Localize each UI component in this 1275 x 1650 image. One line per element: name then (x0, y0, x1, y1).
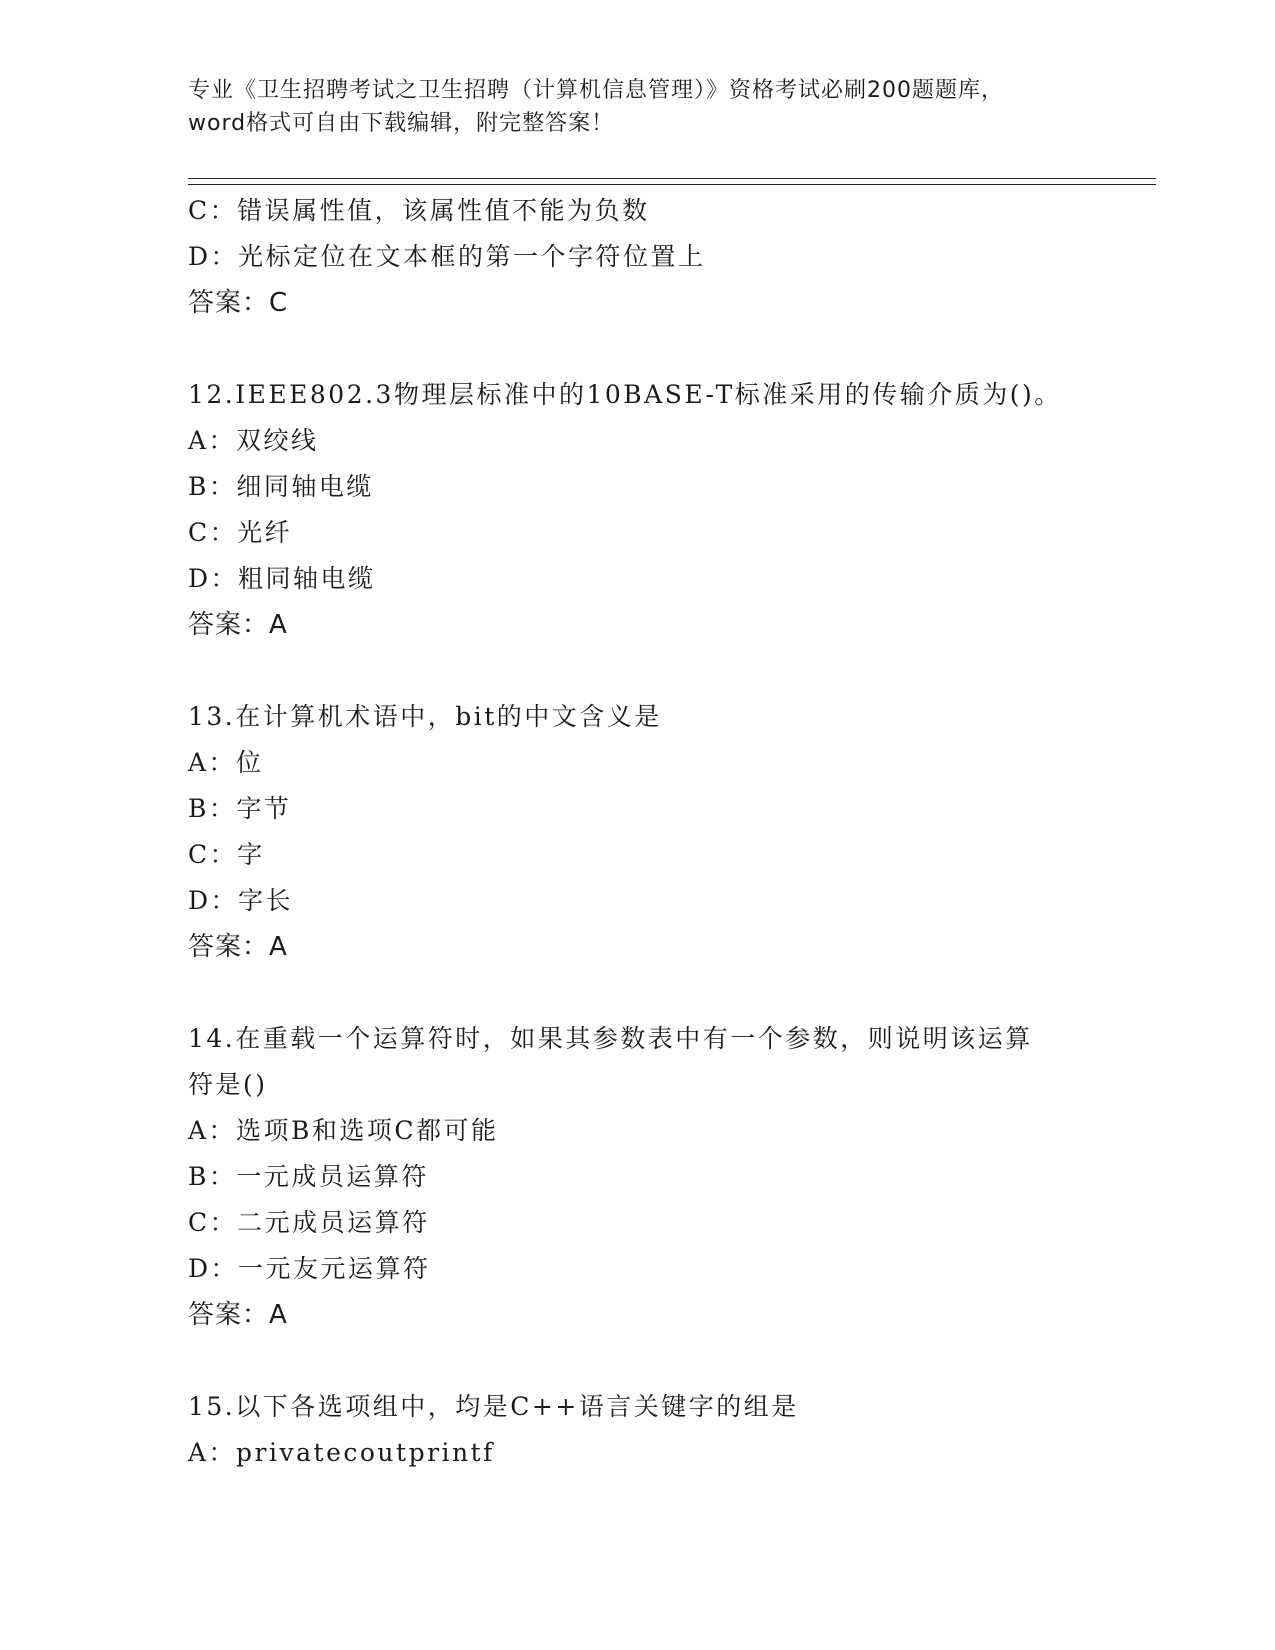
question-14 (188, 1016, 1088, 1338)
header-divider-top (188, 178, 1156, 179)
spacer (188, 326, 1088, 372)
question-11-tail (188, 188, 1088, 326)
question-13 (188, 694, 1088, 970)
header-line-1: 专业《卫生招聘考试之卫生招聘（计算机信息管理）》资格考试必刷200题题库， (188, 78, 1004, 103)
spacer (188, 970, 1088, 1016)
option-d: D：字长 (188, 886, 294, 915)
option-c: C：二元成员运算符 (188, 1208, 430, 1237)
answer: 答案：A (188, 932, 288, 962)
question-stem: 12.IEEE802.3物理层标准中的10BASE-T标准采用的传输介质为()。 (188, 380, 1062, 409)
question-12 (188, 372, 1088, 648)
document-header (188, 74, 1088, 140)
option-b: B：细同轴电缆 (188, 472, 374, 501)
option-a: A：选项B和选项C都可能 (188, 1116, 499, 1145)
header-line-2: word格式可自由下载编辑，附完整答案！ (188, 111, 615, 136)
spacer (188, 1338, 1088, 1384)
question-stem: 13.在计算机术语中，bit的中文含义是 (188, 702, 662, 731)
option-d: D：粗同轴电缆 (188, 564, 376, 593)
option-a: A：privatecoutprintf (188, 1438, 495, 1467)
question-stem: 15.以下各选项组中，均是C++语言关键字的组是 (188, 1392, 799, 1421)
header-divider-bottom (188, 184, 1156, 185)
question-list (188, 188, 1088, 1476)
spacer (188, 648, 1088, 694)
option-c: C：光纤 (188, 518, 293, 547)
option-c: C：字 (188, 840, 265, 869)
option-b: B：字节 (188, 794, 292, 823)
question-stem-line-1: 14.在重载一个运算符时，如果其参数表中有一个参数，则说明该运算 (188, 1024, 1033, 1053)
answer: 答案：A (188, 610, 288, 640)
option-a: A：位 (188, 748, 264, 777)
question-15 (188, 1384, 1088, 1476)
answer: 答案：A (188, 1300, 288, 1330)
question-stem-line-2: 符是() (188, 1070, 268, 1099)
option-a: A：双绞线 (188, 426, 319, 455)
option-d: D：光标定位在文本框的第一个字符位置上 (188, 242, 706, 271)
answer: 答案：C (188, 288, 289, 318)
option-b: B：一元成员运算符 (188, 1162, 429, 1191)
option-d: D：一元友元运算符 (188, 1254, 431, 1283)
option-c: C：错误属性值，该属性值不能为负数 (188, 196, 650, 225)
